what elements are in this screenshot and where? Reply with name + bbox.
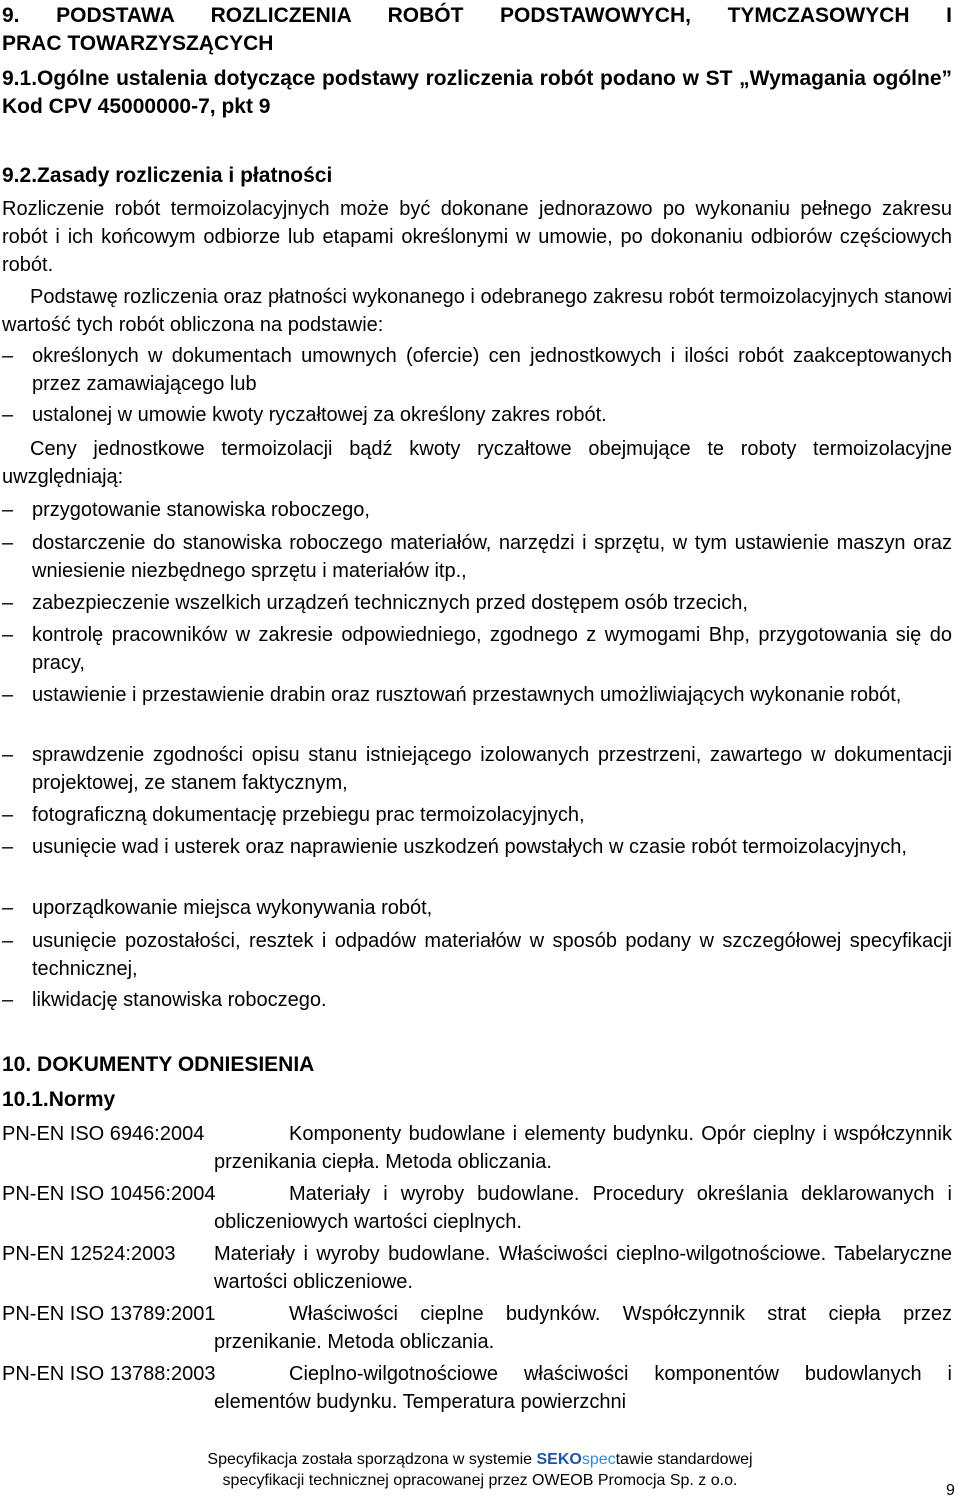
seko-logo-part2: spec	[581, 1451, 616, 1468]
paragraph-settlement: Rozliczenie robót termoizolacyjnych może być dokonane jednorazowo po wykonaniu pełnego zakresu robót i ich końcowym odbiorze lub etapami określonymi w umowie, po dokonaniu odbiorów częściowych robót.	[2, 198, 952, 276]
list-item-text: zabezpieczenie wszelkich urządzeń technicznych przed dostępem osób trzecich,	[32, 592, 748, 614]
list-item	[2, 986, 952, 1014]
list-item-text: określonych w dokumentach umownych (ofercie) cen jednostkowych i ilości robót zaakceptowanych przez zamawiającego lub	[32, 345, 952, 395]
dash-bullet-icon: –	[2, 624, 14, 646]
dash-bullet-icon: –	[2, 804, 14, 826]
dash-bullet-icon: –	[2, 592, 14, 614]
list-item	[2, 496, 952, 524]
list-item	[2, 342, 952, 398]
section-10-heading: 10. DOKUMENTY ODNIESIENIA	[2, 1053, 315, 1076]
norm-entry	[2, 1360, 952, 1416]
list-item-text: fotograficzną dokumentację przebiegu prac termoizolacyjnych,	[32, 804, 585, 826]
paragraph-basis: Podstawę rozliczenia oraz płatności wykonanego i odebranego zakresu robót termoizolacyjnych stanowi wartość tych robót obliczona na podstawie:	[2, 286, 952, 336]
subsection-9-2-heading: 9.2.Zasady rozliczenia i płatności	[2, 164, 333, 187]
norm-entry	[2, 1240, 952, 1296]
list-item-text: usunięcie wad i usterek oraz naprawienie uszkodzeń powstałych w czasie robót termoizolacyjnych,	[32, 836, 907, 858]
footer-text: Specyfikacja została sporządzona w systemie	[207, 1451, 537, 1468]
list-item-text: przygotowanie stanowiska roboczego,	[32, 499, 370, 521]
list-item-text: usunięcie pozostałości, resztek i odpadów materiałów w sposób podany w szczegółowej specyfikacji technicznej,	[32, 930, 952, 980]
dash-bullet-icon: –	[2, 836, 14, 858]
list-item	[2, 401, 952, 429]
list-item-text: ustalonej w umowie kwoty ryczałtowej za określony zakres robót.	[32, 404, 607, 426]
paragraph-unit-prices: Ceny jednostkowe termoizolacji bądź kwoty ryczałtowe obejmujące te roboty termoizolacyjne uwzględniają:	[2, 438, 952, 488]
footer-line2: specyfikacji technicznej opracowanej przez OWEOB Promocja Sp. z o.o.	[222, 1472, 738, 1489]
page-number: 9	[946, 1482, 955, 1499]
subsection-9-1-heading: 9.1.Ogólne ustalenia dotyczące podstawy rozliczenia robót podano w ST „Wymagania ogólne” Kod CPV 45000000-7, pkt 9	[2, 67, 952, 118]
list-item-text: kontrolę pracowników w zakresie odpowiedniego, zgodnego z wymogami Bhp, przygotowania się do pracy,	[32, 624, 952, 674]
norm-code: PN-EN ISO 13788:2003	[2, 1363, 216, 1385]
dash-bullet-icon: –	[2, 897, 14, 919]
list-item	[2, 801, 952, 829]
list-item-text: likwidację stanowiska roboczego.	[32, 989, 327, 1011]
list-item-text: sprawdzenie zgodności opisu stanu istniejącego izolowanych przestrzeni, zawartego w dokumentacji projektowej, ze stanem faktycznym,	[32, 744, 952, 794]
section-9-title-line2: PRAC TOWARZYSZĄCYCH	[2, 32, 274, 55]
subsection-10-1-heading: 10.1.Normy	[2, 1088, 116, 1111]
dash-bullet-icon: –	[2, 345, 14, 367]
norm-entry	[2, 1120, 952, 1176]
norm-entry	[2, 1300, 952, 1356]
seko-logo-part1: SEKO	[536, 1451, 582, 1468]
norm-description: Komponenty budowlane i elementy budynku. Opór cieplny i współczynnik przenikania ciepła. Metoda obliczania.	[214, 1123, 952, 1173]
list-item-text: ustawienie i przestawienie drabin oraz rusztowań przestawnych umożliwiających wykonanie robót,	[32, 684, 902, 706]
section-9-heading	[2, 2, 952, 58]
list-item	[2, 589, 952, 617]
section-9-title-line1: 9. PODSTAWA ROZLICZENIA ROBÓT PODSTAWOWYCH, TYMCZASOWYCH I	[2, 4, 952, 27]
dash-bullet-icon: –	[2, 499, 14, 521]
list-item	[2, 741, 952, 797]
dash-bullet-icon: –	[2, 684, 14, 706]
dash-bullet-icon: –	[2, 744, 14, 766]
dash-bullet-icon: –	[2, 404, 14, 426]
page-footer	[0, 1449, 960, 1491]
norm-description: Materiały i wyroby budowlane. Właściwości cieplno-wilgotnościowe. Tabelaryczne wartości obliczeniowe.	[214, 1243, 952, 1293]
list-item	[2, 529, 952, 585]
list-item	[2, 833, 952, 861]
norm-description: Materiały i wyroby budowlane. Procedury określania deklarowanych i obliczeniowych wartości cieplnych.	[214, 1183, 952, 1233]
norm-entry	[2, 1180, 952, 1236]
dash-bullet-icon: –	[2, 930, 14, 952]
footer-line1	[0, 1449, 960, 1470]
norm-description: Właściwości cieplne budynków. Współczynnik strat ciepła przez przenikanie. Metoda obliczania.	[214, 1303, 952, 1353]
list-item-text: dostarczenie do stanowiska roboczego materiałów, narzędzi i sprzętu, w tym ustawienie maszyn oraz wniesienie niezbędnego sprzętu i materiałów itp.,	[32, 532, 952, 582]
footer-text: tawie standardowej	[615, 1451, 753, 1468]
list-item	[2, 894, 952, 922]
dash-bullet-icon: –	[2, 989, 14, 1011]
norm-code: PN-EN ISO 10456:2004	[2, 1183, 216, 1205]
dash-bullet-icon: –	[2, 532, 14, 554]
norm-code: PN-EN ISO 13789:2001	[2, 1303, 216, 1325]
norm-description: Cieplno-wilgotnościowe właściwości komponentów budowlanych i elementów budynku. Temperatura powierzchni	[214, 1363, 952, 1413]
norm-code: PN-EN 12524:2003	[2, 1243, 176, 1265]
norm-code: PN-EN ISO 6946:2004	[2, 1123, 205, 1145]
list-item	[2, 927, 952, 983]
list-item-text: uporządkowanie miejsca wykonywania robót,	[32, 897, 433, 919]
list-item	[2, 681, 952, 709]
list-item	[2, 621, 952, 677]
